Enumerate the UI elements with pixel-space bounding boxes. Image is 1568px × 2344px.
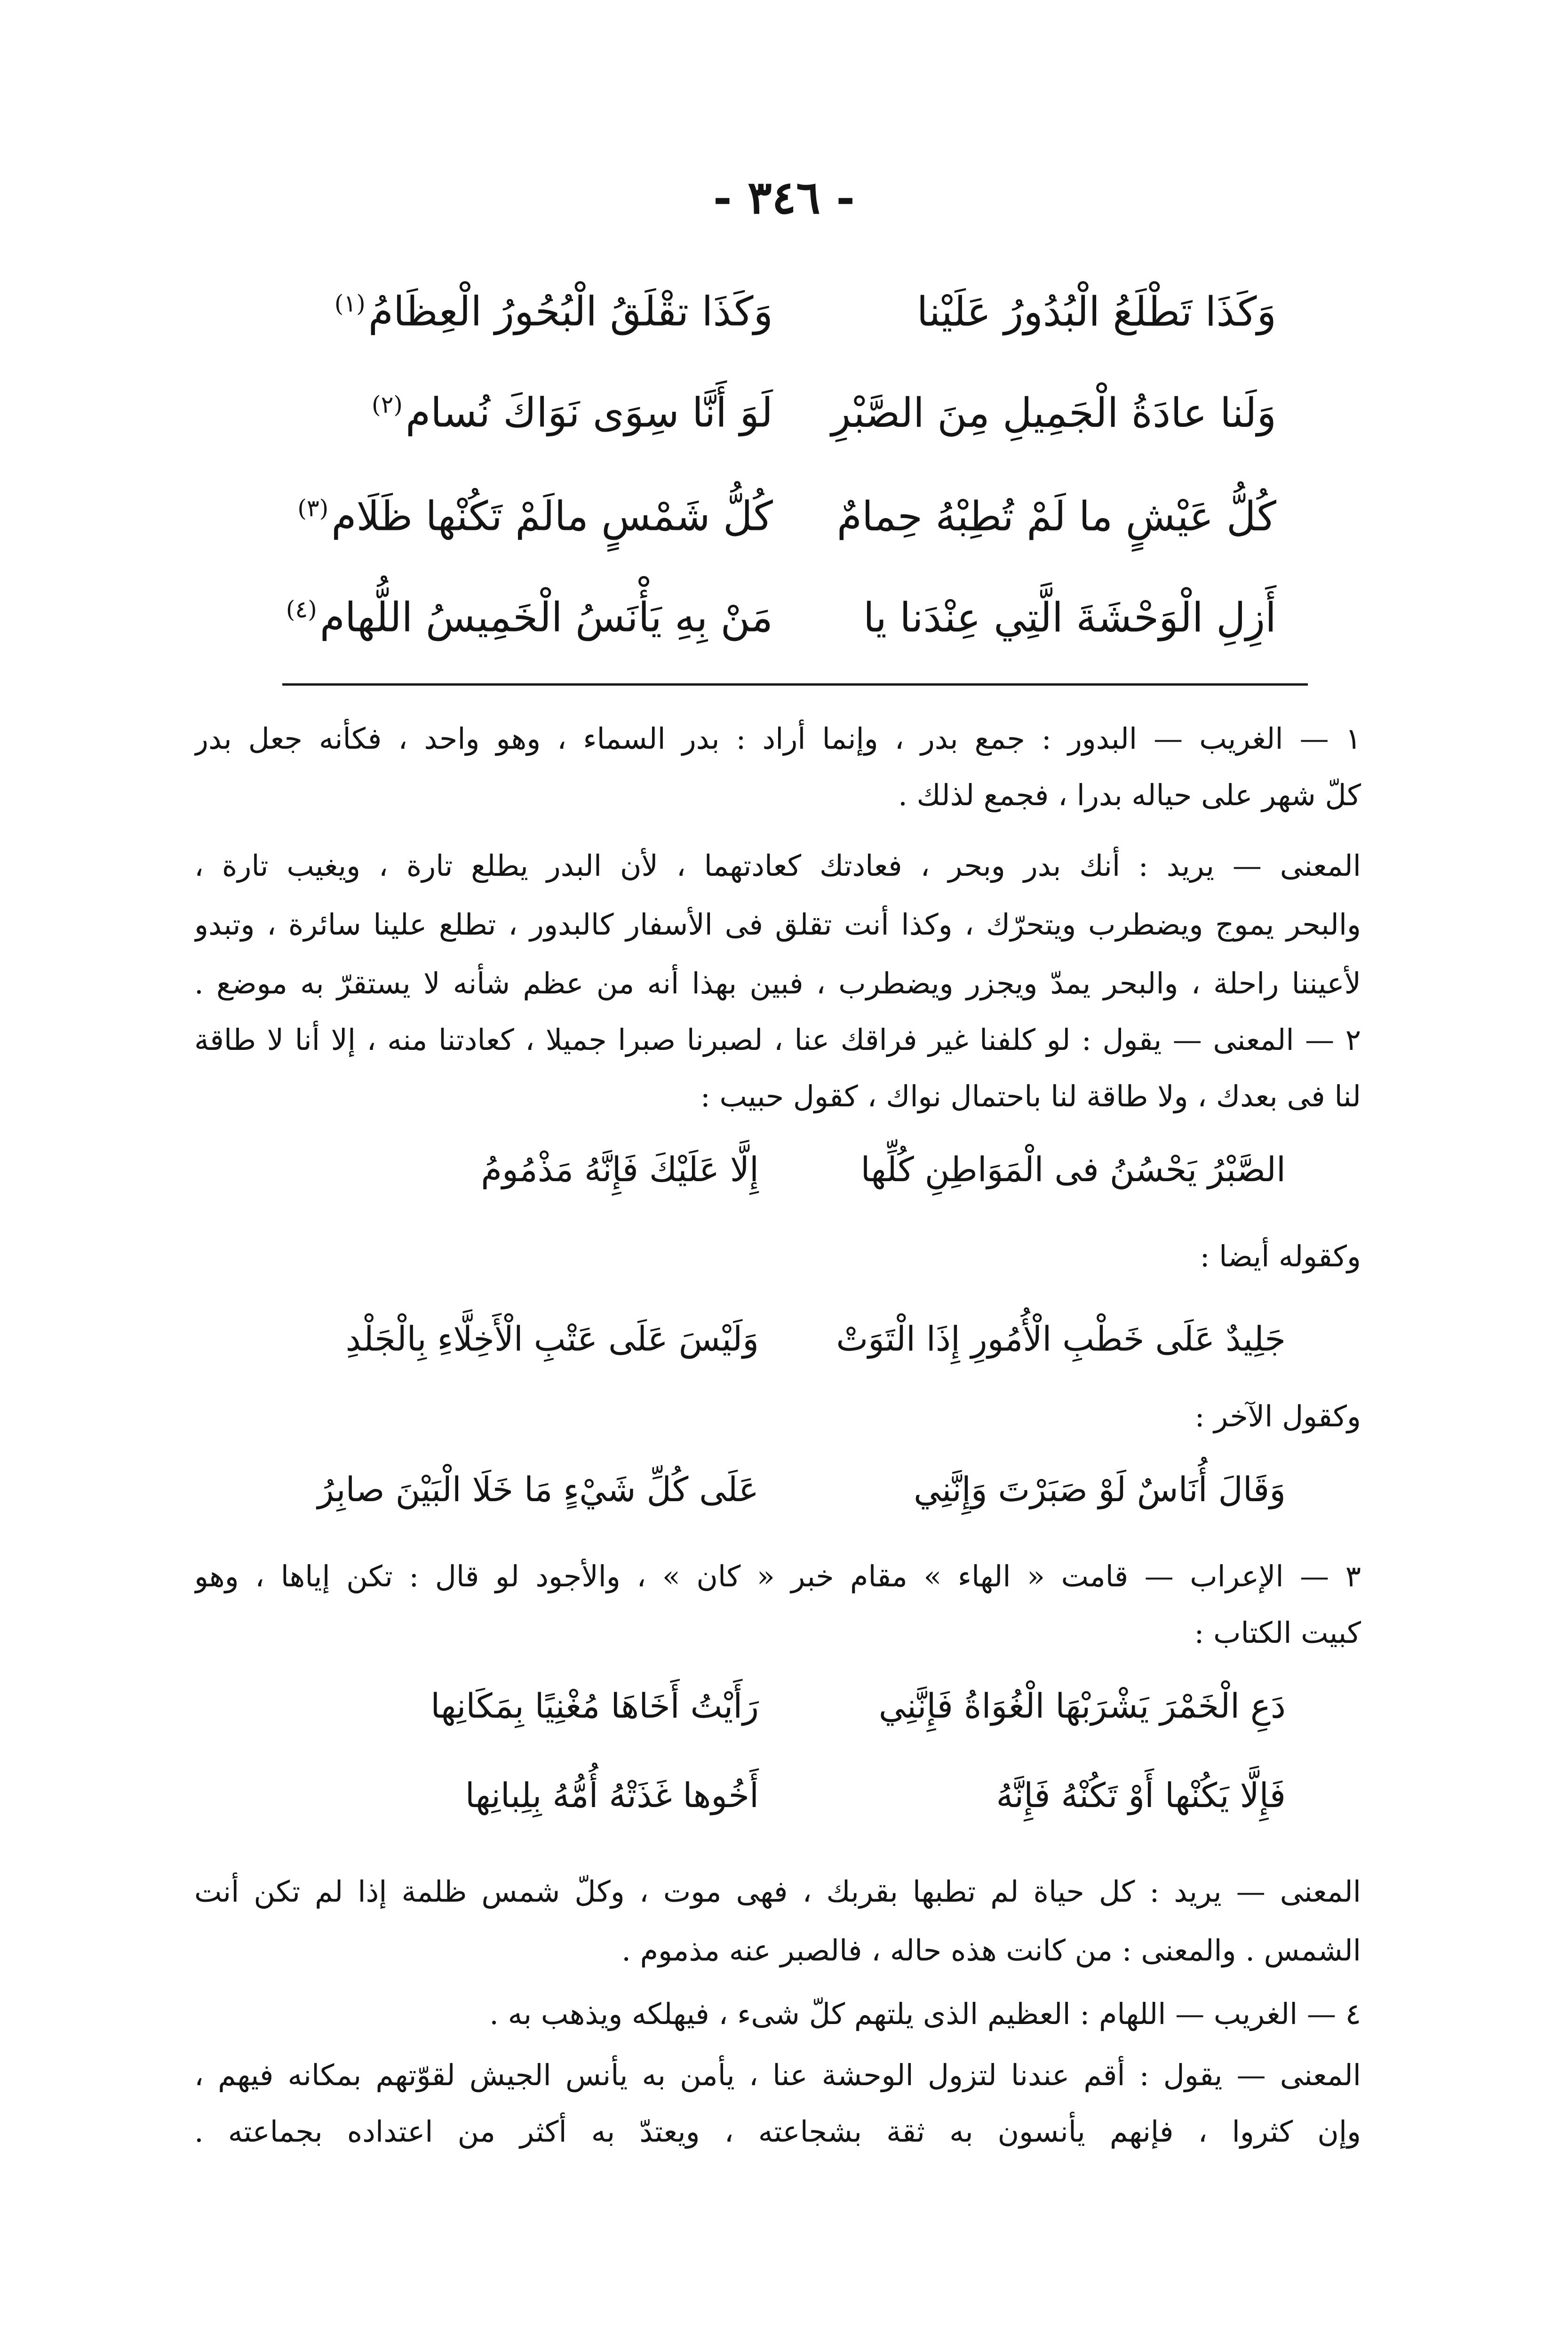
- verse-hemistich-second: [279, 275, 773, 340]
- verse-line-2: [279, 376, 1276, 441]
- verse-hemistich-second: عَلَى كُلِّ شَيْءٍ مَا خَلَا الْبَيْنَ صابِرُ: [317, 1470, 759, 1509]
- verse-line-3: [279, 480, 1276, 545]
- verse-hemistich-first: وَلَنا عادَةُ الْجَمِيلِ مِنَ الصَّبْرِ: [831, 389, 1276, 437]
- commentary-line: لأعيننا راحلة ، والبحر يمدّ ويجزر ويضطرب ، فبين بهذا أنه من عظم شأنه لا يستقرّ به موضع .: [194, 966, 1361, 1000]
- verse-line-1: [279, 275, 1276, 340]
- verse-hemistich-first: فَإِلَّا يَكُنْها أَوْ تَكُنْهُ فَإِنَّهُ: [996, 1776, 1286, 1815]
- verse-hemistich-second: أَخُوها غَذَتْهُ أُمُّهُ بِلِبانِها: [465, 1776, 759, 1815]
- cited-verse: [260, 1144, 1286, 1195]
- verse-hemistich-text: لَوَ أَنَّا سِوَى نَوَاكَ نُسام: [405, 389, 773, 437]
- commentary-line: ٤ — الغريب — اللهام : العظيم الذى يلتهم كلّ شىء ، فيهلكه ويذهب به .: [489, 1997, 1361, 2031]
- verse-hemistich-first: كُلُّ عَيْشٍ ما لَمْ تُطِبْهُ حِمامٌ: [836, 493, 1276, 540]
- page-number: - ٣٤٦ -: [713, 171, 855, 224]
- commentary-line: والبحر يموج ويضطرب ويتحرّك ، وكذا أنت تقلق فى الأسفار كالبدور ، تطلع علينا سائرة ، وتبدو: [194, 907, 1361, 942]
- verse-hemistich-second: إِلَّا عَلَيْكَ فَإِنَّهُ مَذْمُومُ: [481, 1150, 759, 1189]
- commentary-line: لنا فى بعدك ، ولا طاقة لنا باحتمال نواك ، كقول حبيب :: [700, 1079, 1361, 1113]
- commentary-line: وكقول الآخر :: [1194, 1399, 1361, 1433]
- commentary-line: كبيت الكتاب :: [1194, 1616, 1361, 1650]
- verse-hemistich-text: كُلُّ شَمْسٍ مالَمْ تَكُنْها ظَلَام: [331, 493, 773, 540]
- commentary-line: المعنى — يقول : أقم عندنا لتزول الوحشة عنا ، يأمن به يأنس الجيش لقوّتهم بمكانه فيهم ،: [194, 2058, 1361, 2092]
- section-divider: [282, 683, 1308, 686]
- commentary-line: وإن كثروا ، فإنهم يأنسون به ثقة بشجاعته ، ويعتدّ به أكثر من اعتداده بجماعته .: [194, 2114, 1361, 2149]
- verse-hemistich-text: مَنْ بِهِ يَأْنَسُ الْخَمِيسُ اللُّهام: [319, 594, 773, 641]
- commentary-line: المعنى — يريد : أنك بدر وبحر ، فعادتك كعادتهما ، لأن البدر يطلع تارة ، ويغيب تارة ،: [194, 848, 1361, 883]
- commentary-line: كلّ شهر على حياله بدرا ، فجمع لذلك .: [898, 778, 1361, 812]
- verse-line-4: [279, 581, 1276, 646]
- commentary-line: ١ — الغريب — البدور : جمع بدر ، وإنما أراد : بدر السماء ، وهو واحد ، فكأنه جعل بدر: [194, 721, 1361, 756]
- commentary-line: ٣ — الإعراب — قامت « الهاء » مقام خبر « كان » ، والأجود لو قال : تكن إياها ، وهو: [194, 1559, 1361, 1593]
- cited-verse: [260, 1464, 1286, 1515]
- commentary-line: المعنى — يريد : كل حياة لم تطبها بقربك ، فهى موت ، وكلّ شمس ظلمة إذا لم تكن أنت: [194, 1874, 1361, 1909]
- verse-hemistich-second: [279, 480, 773, 545]
- footnote-marker: (٣): [297, 495, 329, 522]
- cited-verse: [260, 1769, 1286, 1821]
- cited-verse: [260, 1313, 1286, 1365]
- verse-hemistich-second: وَلَيْسَ عَلَى عَتْبِ الْأَخِلَّاءِ بِالْجَلْدِ: [345, 1319, 759, 1359]
- verse-hemistich-first: دَعِ الْخَمْرَ يَشْرَبْهَا الْغُوَاةُ فَإِنَّنِي: [878, 1686, 1286, 1726]
- verse-hemistich-first: وَقَالَ أُنَاسٌ لَوْ صَبَرْتَ وَإِنَّنِي: [914, 1470, 1286, 1509]
- verse-hemistich-second: [279, 581, 773, 646]
- cited-verse: [260, 1680, 1286, 1732]
- verse-hemistich-first: وَكَذَا تَطْلَعُ الْبُدُورُ عَلَيْنا: [916, 288, 1276, 336]
- commentary-line: وكقوله أيضا :: [1200, 1239, 1361, 1273]
- footnote-marker: (١): [334, 290, 366, 317]
- verse-hemistich-second: [279, 376, 773, 441]
- commentary-line: ٢ — المعنى — يقول : لو كلفنا غير فراقك عنا ، لصبرنا صبرا جميلا ، كعادتنا منه ، إلا أنا لا طاقة: [194, 1023, 1361, 1057]
- footnote-marker: (٤): [286, 596, 317, 623]
- commentary-line: الشمس . والمعنى : من كانت هذه حاله ، فالصبر عنه مذموم .: [621, 1933, 1361, 1968]
- verse-hemistich-first: الصَّبْرُ يَحْسُنُ فى الْمَوَاطِنِ كُلِّها: [860, 1150, 1286, 1189]
- verse-hemistich-second: رَأَيْتُ أَخَاهَا مُغْنِيًا بِمَكَانِها: [430, 1686, 759, 1726]
- verse-hemistich-first: أَزِلِ الْوَحْشَةَ الَّتِي عِنْدَنا يا: [863, 594, 1276, 641]
- verse-hemistich-first: جَلِيدٌ عَلَى خَطْبِ الْأُمُورِ إِذَا الْتَوَتْ: [836, 1319, 1286, 1359]
- footnote-marker: (٢): [372, 391, 403, 418]
- verse-hemistich-text: وَكَذَا تقْلَقُ الْبُحُورُ الْعِظَامُ: [368, 288, 773, 336]
